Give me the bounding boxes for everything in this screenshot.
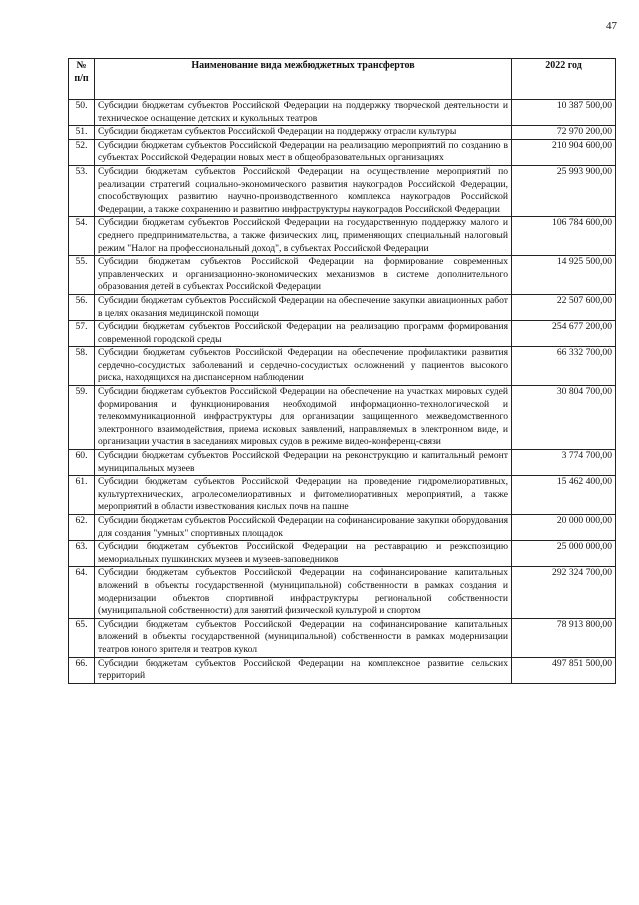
transfer-amount: 106 784 600,00 [512, 217, 616, 256]
table-row [69, 217, 616, 256]
page-number: 47 [606, 20, 617, 32]
transfer-amount: 14 925 500,00 [512, 256, 616, 295]
row-number: 58. [69, 347, 95, 386]
transfer-name: Субсидии бюджетам субъектов Российской Федерации на софинансирование капитальных вложений в объекты государственной (муниципальной) собственности в рамках создания и модернизации объектов спортивной инфраструктуры региональной собственности (муниципальной собственности) для занятий физической культурой и спортом [95, 567, 512, 618]
transfer-name: Субсидии бюджетам субъектов Российской Федерации на комплексное развитие сельских территорий [95, 657, 512, 683]
transfer-amount: 210 904 600,00 [512, 139, 616, 165]
transfer-amount: 3 774 700,00 [512, 450, 616, 476]
table-row [69, 294, 616, 320]
row-number: 59. [69, 386, 95, 450]
transfer-amount: 10 387 500,00 [512, 100, 616, 126]
transfer-amount: 72 970 200,00 [512, 126, 616, 140]
row-number: 51. [69, 126, 95, 140]
transfer-name: Субсидии бюджетам субъектов Российской Федерации на поддержку творческой деятельности и техническое оснащение детских и кукольных театров [95, 100, 512, 126]
transfer-amount: 20 000 000,00 [512, 515, 616, 541]
transfer-name: Субсидии бюджетам субъектов Российской Федерации на реализацию программ формирования современной городской среды [95, 321, 512, 347]
row-number: 66. [69, 657, 95, 683]
transfer-amount: 25 993 900,00 [512, 165, 616, 216]
transfer-name: Субсидии бюджетам субъектов Российской Федерации на обеспечение на участках мировых судей формирования и функционирования необходимой информационно-технологической и телекоммуникационной инфраструктуры для организации защищенного межведомственного электронного взаимодействия, приема исковых заявлений, направляемых в электронном виде, и организации участия в заседаниях мировых судов в режиме видео-конференц-связи [95, 386, 512, 450]
table-row [69, 126, 616, 140]
table-row [69, 386, 616, 450]
transfer-name: Субсидии бюджетам субъектов Российской Федерации на поддержку отрасли культуры [95, 126, 512, 140]
transfer-amount: 292 324 700,00 [512, 567, 616, 618]
transfer-amount: 22 507 600,00 [512, 294, 616, 320]
transfer-amount: 66 332 700,00 [512, 347, 616, 386]
transfer-name: Субсидии бюджетам субъектов Российской Федерации на осуществление мероприятий по реализации стратегий социально-экономического развития наукоградов Российской Федерации, способствующих развитию научно-производственного комплекса наукоградов Российской Федерации, а также сохранению и развитию инфраструктуры наукоградов Российской Федерации [95, 165, 512, 216]
table-row [69, 321, 616, 347]
transfer-amount: 25 000 000,00 [512, 541, 616, 567]
transfer-name: Субсидии бюджетам субъектов Российской Федерации на реконструкцию и капитальный ремонт муниципальных музеев [95, 450, 512, 476]
row-number: 53. [69, 165, 95, 216]
transfer-amount: 254 677 200,00 [512, 321, 616, 347]
transfer-name: Субсидии бюджетам субъектов Российской Федерации на софинансирование капитальных вложений в объекты государственной (муниципальной) собственности в рамках модернизации театров юного зрителя и театров кукол [95, 618, 512, 657]
row-number: 57. [69, 321, 95, 347]
row-number: 65. [69, 618, 95, 657]
table-row [69, 139, 616, 165]
transfer-name: Субсидии бюджетам субъектов Российской Федерации на обеспечение закупки авиационных работ в целях оказания медицинской помощи [95, 294, 512, 320]
row-number: 56. [69, 294, 95, 320]
table-row [69, 165, 616, 216]
table-row [69, 476, 616, 515]
transfer-amount: 15 462 400,00 [512, 476, 616, 515]
transfer-name: Субсидии бюджетам субъектов Российской Федерации на софинансирование закупки оборудования для создания "умных" спортивных площадок [95, 515, 512, 541]
table-row [69, 256, 616, 295]
transfer-name: Субсидии бюджетам субъектов Российской Федерации на обеспечение профилактики развития сердечно-сосудистых заболеваний и сердечно-сосудистых осложнений у пациентов высокого риска, находящихся на диспансерном наблюдении [95, 347, 512, 386]
table-row [69, 567, 616, 618]
row-number: 52. [69, 139, 95, 165]
row-number: 62. [69, 515, 95, 541]
table-row [69, 347, 616, 386]
transfers-table [68, 58, 616, 684]
header-year: 2022 год [512, 59, 616, 100]
transfer-name: Субсидии бюджетам субъектов Российской Федерации на реализацию мероприятий по созданию в субъектах Российской Федерации новых мест в общеобразовательных организациях [95, 139, 512, 165]
transfer-name: Субсидии бюджетам субъектов Российской Федерации на реставрацию и реэкспозицию мемориальных пушкинских музеев и музеев-заповедников [95, 541, 512, 567]
row-number: 60. [69, 450, 95, 476]
header-num: № п/п [69, 59, 95, 100]
table-row [69, 515, 616, 541]
table-row [69, 541, 616, 567]
transfer-name: Субсидии бюджетам субъектов Российской Федерации на государственную поддержку малого и среднего предпринимательства, а также физических лиц, применяющих специальный налоговый режим "Налог на профессиональный доход", в субъектах Российской Федерации [95, 217, 512, 256]
transfer-name: Субсидии бюджетам субъектов Российской Федерации на формирование современных управленческих и организационно-экономических механизмов в системе дополнительного образования детей в субъектах Российской Федерации [95, 256, 512, 295]
header-name: Наименование вида межбюджетных трансфертов [95, 59, 512, 100]
row-number: 64. [69, 567, 95, 618]
transfer-amount: 30 804 700,00 [512, 386, 616, 450]
row-number: 54. [69, 217, 95, 256]
table-row [69, 657, 616, 683]
row-number: 55. [69, 256, 95, 295]
table-header-row [69, 59, 616, 100]
table-row [69, 100, 616, 126]
transfer-name: Субсидии бюджетам субъектов Российской Федерации на проведение гидромелиоративных, культуртехнических, агролесомелиоративных и фитомелиоративных мероприятий, а также мероприятий в области известкования кислых почв на пашне [95, 476, 512, 515]
table-row [69, 618, 616, 657]
transfer-amount: 497 851 500,00 [512, 657, 616, 683]
row-number: 50. [69, 100, 95, 126]
table-row [69, 450, 616, 476]
row-number: 61. [69, 476, 95, 515]
transfer-amount: 78 913 800,00 [512, 618, 616, 657]
row-number: 63. [69, 541, 95, 567]
